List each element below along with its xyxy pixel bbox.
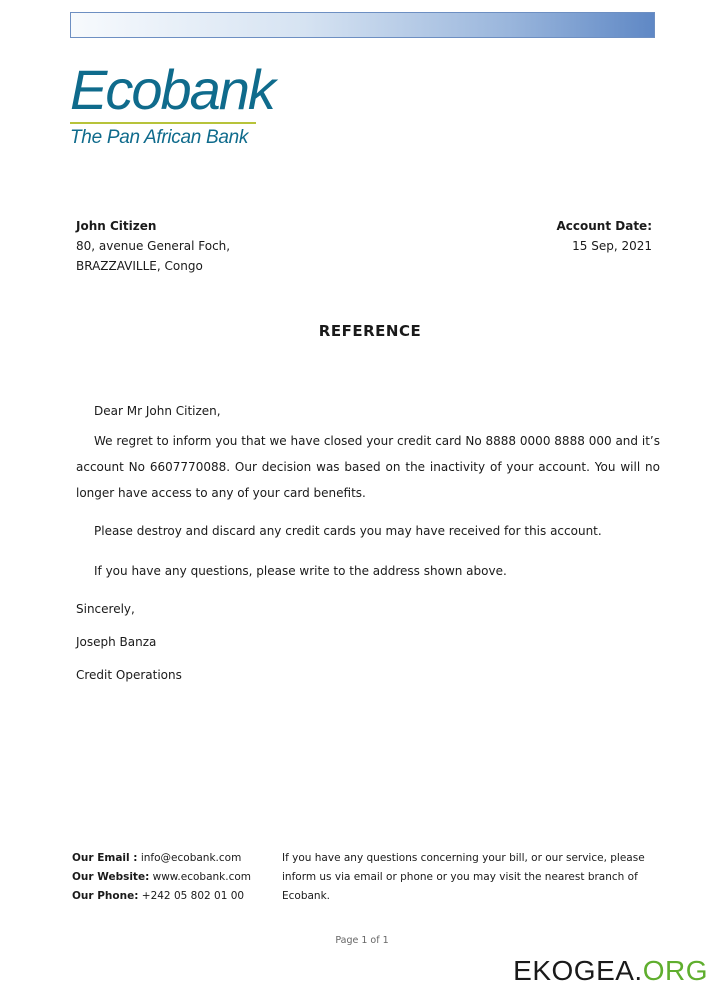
letter-paragraph-2: Please destroy and discard any credit cards you may have received for this account. <box>94 524 602 538</box>
footer-phone-label: Our Phone: <box>72 890 139 902</box>
letter-closing: Sincerely, <box>76 602 135 616</box>
document-title: REFERENCE <box>318 322 422 340</box>
letter-paragraph-1: We regret to inform you that we have closed your credit card No 8888 0000 8888 000 and it’s account No 6607770088. Our decision was based on the inactivity of your account. You will no longer have access to any of your card benefits. <box>76 434 660 500</box>
ecobank-logo <box>70 58 274 150</box>
watermark-part-1: EKOGEA. <box>513 955 643 986</box>
recipient-address <box>76 216 230 276</box>
account-date-value: 15 Sep, 2021 <box>572 239 652 253</box>
recipient-name: John Citizen <box>76 219 157 233</box>
footer-email-value: info@ecobank.com <box>140 852 242 864</box>
footer-website-label: Our Website: <box>72 871 150 883</box>
recipient-address-line1: 80, avenue General Foch, <box>76 239 231 253</box>
logo-rule <box>70 122 256 124</box>
footer-note: If you have any questions concerning your bill, or our service, please inform us via email or phone or you may visit the nearest branch of Ecobank. <box>282 852 645 902</box>
account-date-block <box>557 216 653 256</box>
recipient-address-line2: BRAZZAVILLE, Congo <box>76 259 203 273</box>
footer-email <box>72 849 251 868</box>
letter-salutation: Dear Mr John Citizen, <box>94 404 221 418</box>
logo-tagline: The Pan African Bank <box>70 127 249 148</box>
letter-paragraph-3: If you have any questions, please write to the address shown above. <box>94 564 507 578</box>
watermark <box>513 955 708 987</box>
page-number: Page 1 of 1 <box>335 935 389 946</box>
footer-email-label: Our Email : <box>72 852 138 864</box>
footer-website-value: www.ecobank.com <box>152 871 252 883</box>
watermark-part-2: ORG <box>642 955 708 986</box>
footer-phone-value: +242 05 802 01 00 <box>141 890 245 902</box>
letter-signer: Joseph Banza <box>76 635 157 649</box>
footer-phone <box>72 887 251 906</box>
logo-wordmark: Ecobank <box>70 58 274 121</box>
account-date-label: Account Date: <box>556 219 652 233</box>
letter-department: Credit Operations <box>76 668 182 682</box>
footer-contacts <box>72 849 251 906</box>
footer-website <box>72 868 251 887</box>
header-bar <box>70 12 655 38</box>
